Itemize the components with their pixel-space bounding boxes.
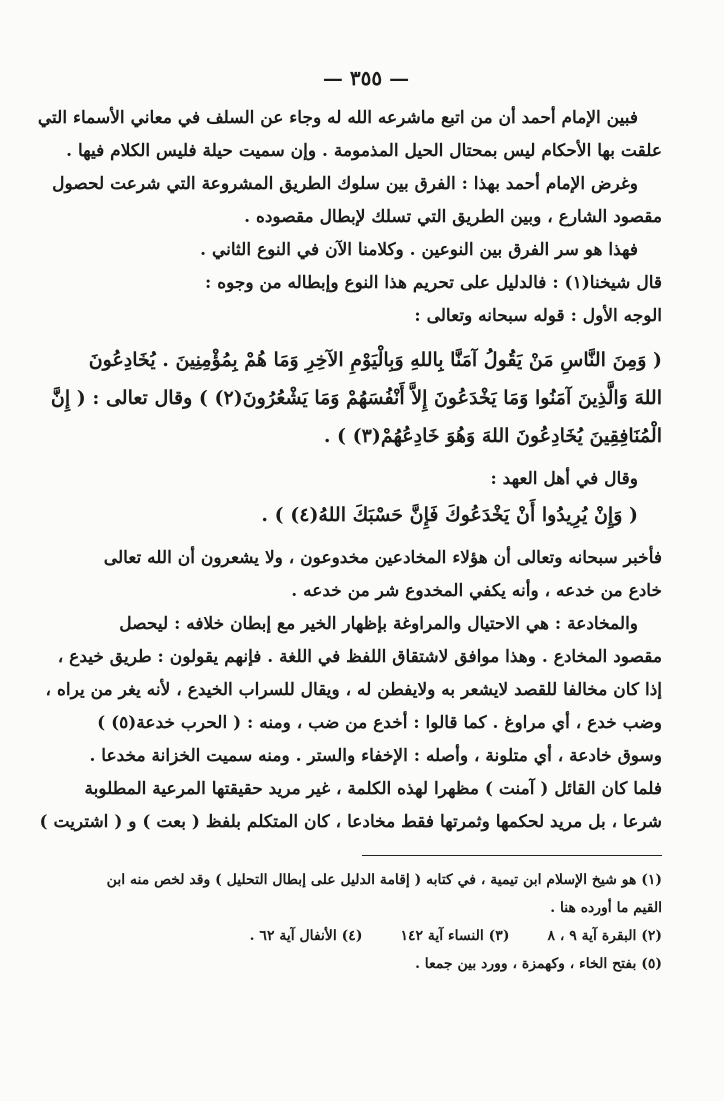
footnote-3: (٣) النساء آية ١٤٢	[400, 928, 510, 944]
body-line: شرعا ، بل مريد لحكمها وثمرتها فقط مخادعا ، كان المتكلم بلفظ ( بعت ) و ( اشتريت )	[39, 812, 662, 832]
body-line: مقصود الشارع ، وبين الطريق التي تسلك لإبطال مقصوده .	[244, 207, 662, 227]
body-line: فلما كان القائل ( آمنت ) مظهرا لهذه الكلمة ، غير مريد حقيقتها المرعية المطلوبة	[84, 779, 662, 799]
body-line: فأخبر سبحانه وتعالى أن هؤلاء المخادعين مخدوعون ، ولا يشعرون أن الله تعالى	[103, 548, 662, 568]
footnote-row	[70, 922, 662, 950]
footnote-5: (٥) بفتح الخاء ، وكهمزة ، وورد بين جمعا .	[415, 956, 662, 972]
body-line: فبين الإمام أحمد أن من اتبع ماشرعه الله له وجاء عن السلف في معاني الأسماء التي	[37, 108, 638, 128]
footnote-4: (٤) الأنفال آية ٦٢ .	[249, 928, 363, 944]
body-line: إذا كان مخالفا للقصد لايشعر به ولايفطن له ، ويقال للسراب الخيدع ، لأنه يغر من يراه ،	[45, 680, 662, 700]
quran-verse-line: الْمُنَافِقِينَ يُخَادِعُونَ اللهَ وَهُوَ خَادِعُهُمْ(٣) ) .	[323, 425, 662, 447]
footnote-1: (١) هو شيخ الإسلام ابن تيمية ، في كتابه ( إقامة الدليل على إبطال التحليل ) وقد لخص منه ابن	[106, 872, 662, 888]
body-line: فهذا هو سر الفرق بين النوعين . وكلامنا الآن في النوع الثاني .	[200, 240, 638, 260]
body-line: وضب خدع ، أي مراوغ . كما قالوا : أخدع من ضب ، ومنه : ( الحرب خدعة(٥) )	[97, 713, 662, 733]
footnote-2: (٢) البقرة آية ٩ ، ٨	[547, 928, 662, 944]
covenant-intro: وقال في أهل العهد :	[490, 469, 638, 489]
body-line: والمخادعة : هي الاحتيال والمراوغة بإظهار الخير مع إبطان خلافه : ليحصل	[119, 614, 638, 634]
body-line: علقت بها الأحكام ليس بمحتال الحيل المذمومة . وإن سميت حيلة فليس الكلام فيها .	[66, 141, 662, 161]
quran-verse-line: ( وَإِنْ يُرِيدُوا أَنْ يَخْدَعُوكَ فَإِنَّ حَسْبَكَ اللهُ(٤) ) .	[261, 504, 638, 526]
body-line: الوجه الأول : قوله سبحانه وتعالى :	[414, 306, 662, 326]
body-line: مقصود المخادع . وهذا موافق لاشتقاق اللفظ في اللغة . فإنهم يقولون : طريق خيدع ،	[57, 647, 662, 667]
quran-verse-line: ( وَمِنَ النَّاسِ مَنْ يَقُولُ آمَنَّا بِاللهِ وَبِالْيَوْمِ الآخِرِ وَمَا هُمْ بِمُؤْمِنِينَ . يُخَادِعُونَ	[88, 349, 662, 371]
body-line: وغرض الإمام أحمد بهذا : الفرق بين سلوك الطريق المشروعة التي شرعت لحصول	[52, 174, 638, 194]
body-line: خادع من خدعه ، وأنه يكفي المخدوع شر من خدعه .	[291, 581, 662, 601]
body-line: قال شيخنا(١) : فالدليل على تحريم هذا النوع وإبطاله من وجوه :	[205, 273, 662, 293]
footnote-1-continued: القيم ما أورده هنا .	[550, 900, 662, 916]
page-number: — ٣٥٥ —	[322, 66, 410, 90]
body-line: وسوق خادعة ، أي متلونة ، وأصله : الإخفاء والستر . ومنه سميت الخزانة مخدعا .	[89, 746, 662, 766]
quran-verse-line: اللهَ وَالَّذِينَ آمَنُوا وَمَا يَخْدَعُونَ إِلاَّ أَنْفُسَهُمْ وَمَا يَشْعُرُونَ(٢) ) وقال تعالى : ( إِنَّ	[50, 387, 662, 409]
footnote-divider	[362, 855, 662, 856]
